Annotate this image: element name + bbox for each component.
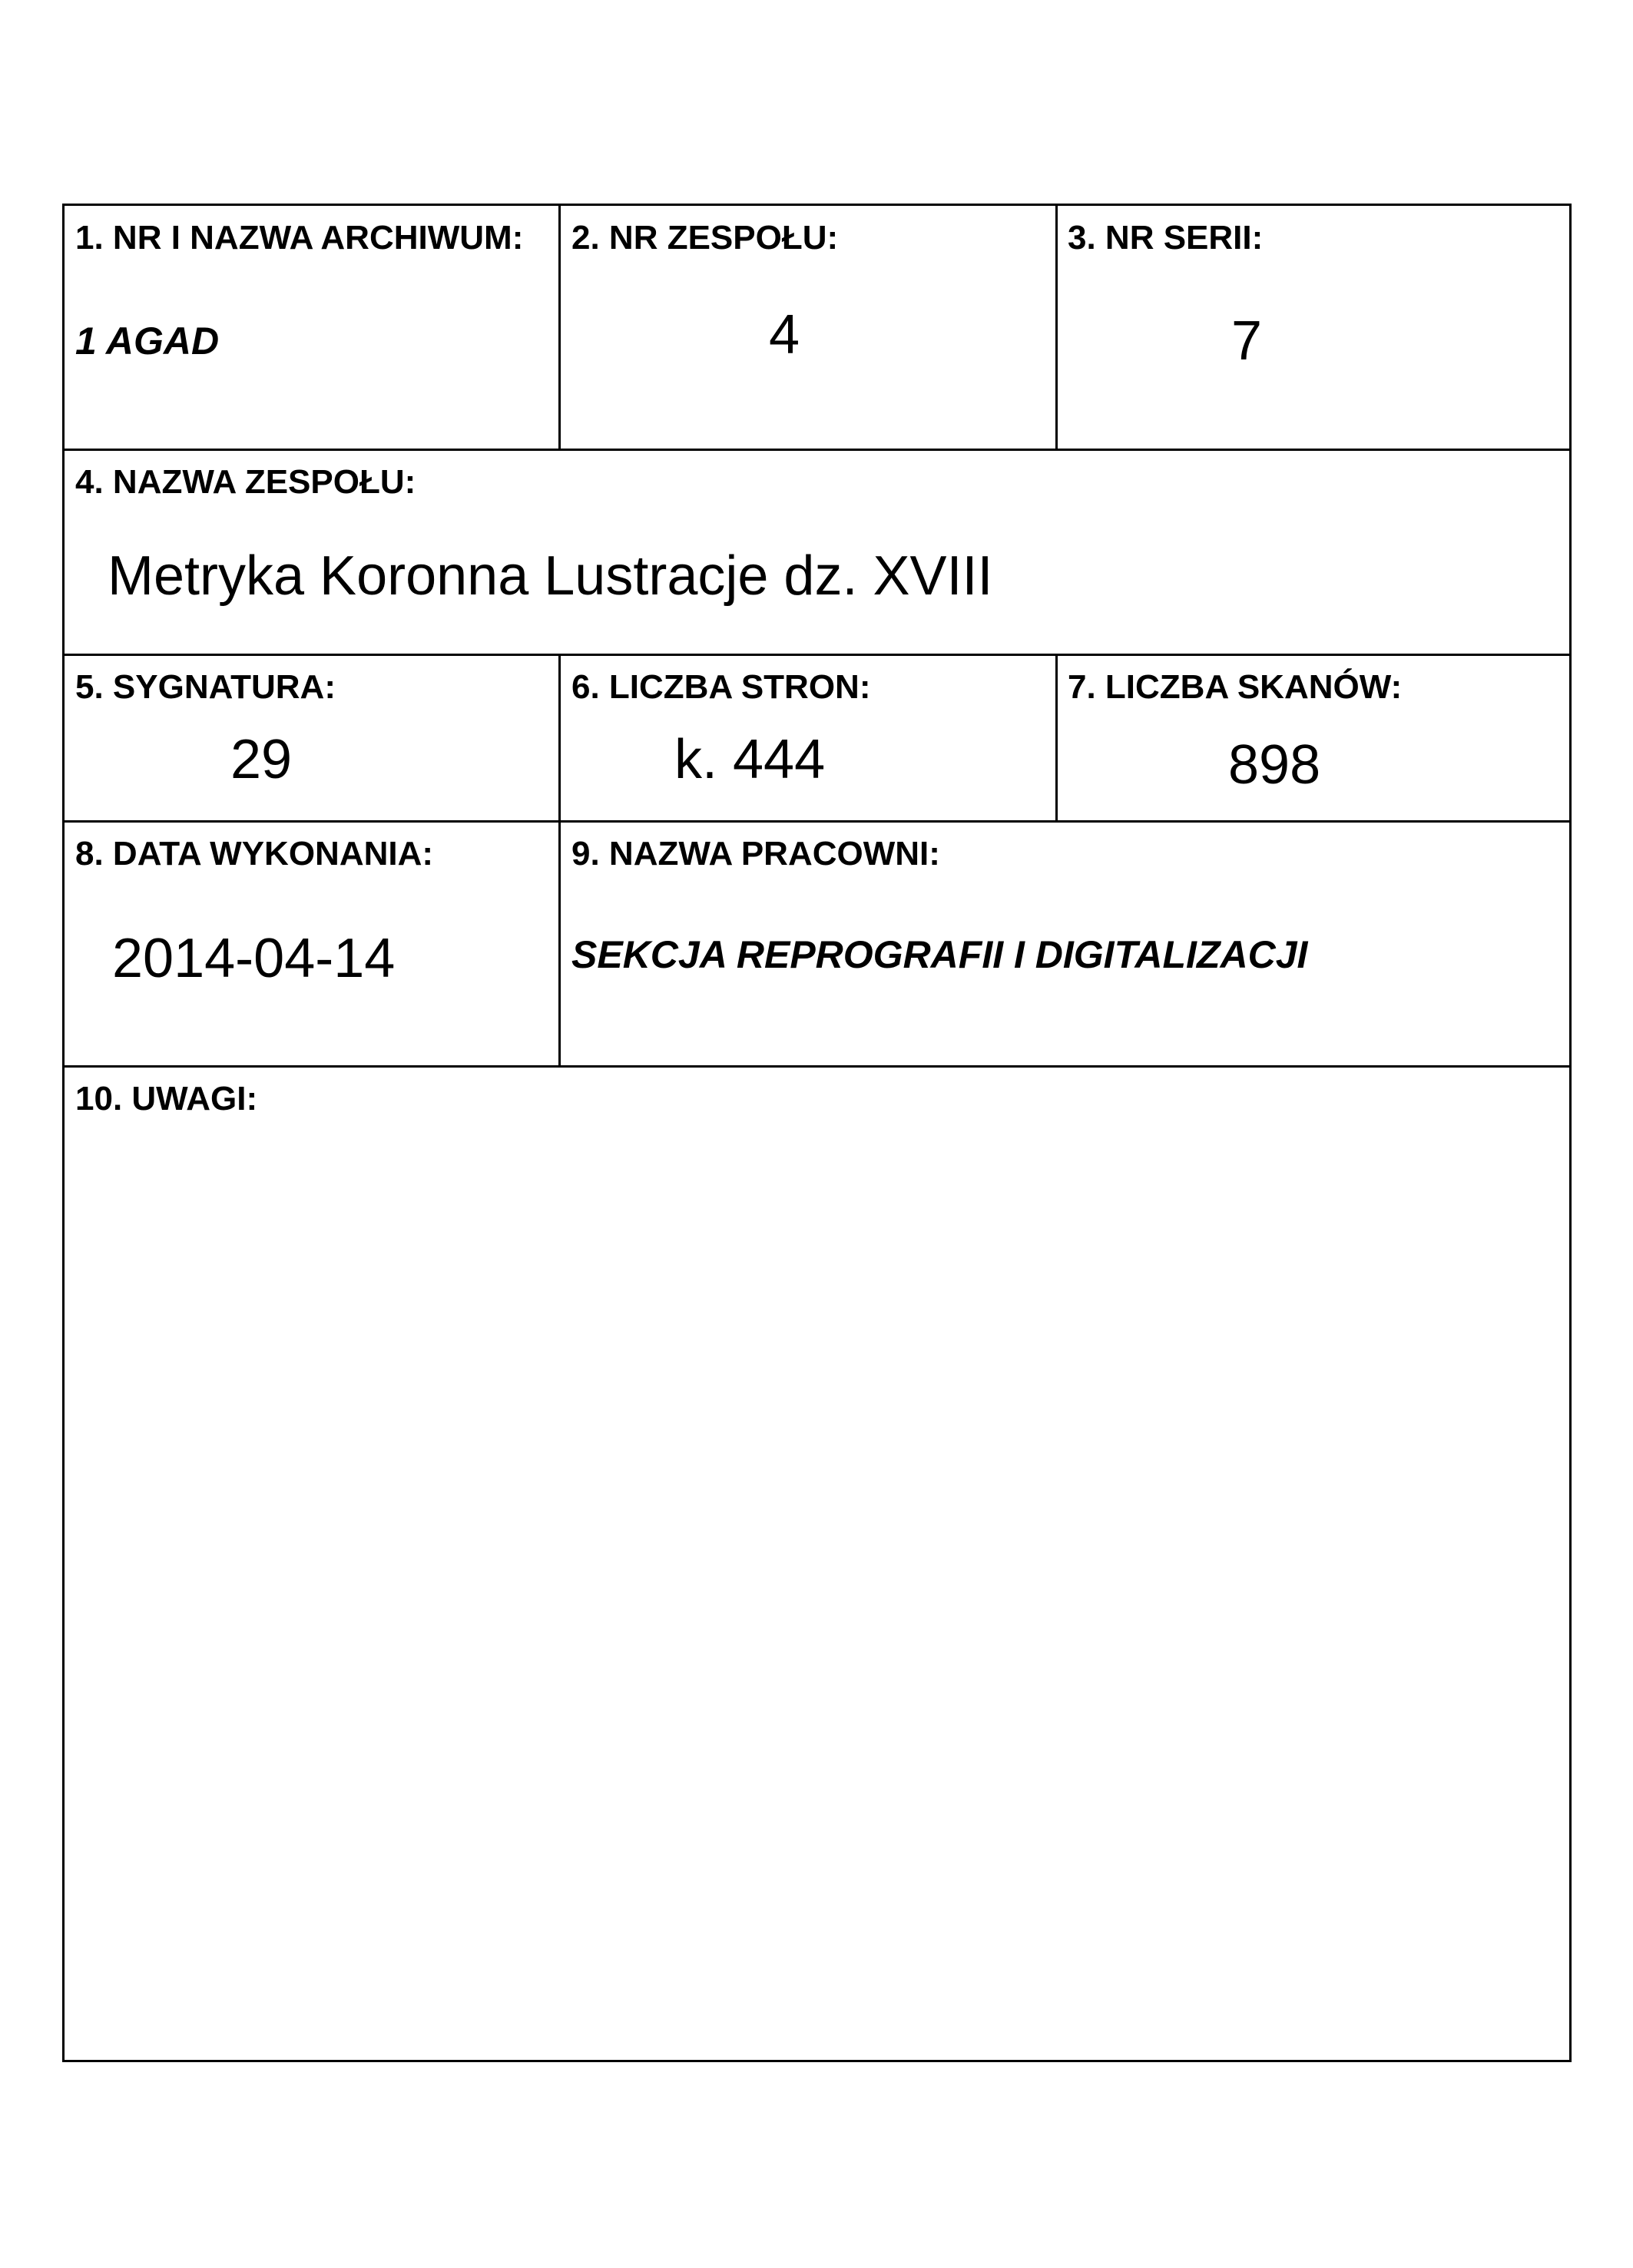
archive-label: 1. NR I NAZWA ARCHIWUM:: [75, 219, 524, 257]
row-divider: [65, 654, 1569, 656]
scan-count-label: 7. LICZBA SKANÓW:: [1068, 668, 1403, 706]
row-divider: [65, 820, 1569, 823]
fonds-number-value: 4: [769, 304, 800, 366]
page-count-value: k. 444: [674, 729, 826, 790]
signature-value: 29: [230, 729, 293, 790]
date-value: 2014-04-14: [112, 928, 396, 989]
fonds-name-label: 4. NAZWA ZESPOŁU:: [75, 463, 416, 501]
date-label: 8. DATA WYKONANIA:: [75, 835, 434, 872]
fonds-number-label: 2. NR ZESPOŁU:: [571, 219, 839, 257]
col-divider: [558, 206, 561, 449]
series-value: 7: [1231, 310, 1263, 372]
row-divider: [65, 1065, 1569, 1068]
col-divider: [558, 820, 561, 1065]
notes-label: 10. UWAGI:: [75, 1080, 258, 1117]
page-count-label: 6. LICZBA STRON:: [571, 668, 871, 706]
fonds-name-value: Metryka Koronna Lustracje dz. XVIII: [108, 545, 993, 607]
notes-area: [75, 1127, 1550, 2034]
workshop-label: 9. NAZWA PRACOWNI:: [571, 835, 940, 872]
col-divider: [558, 654, 561, 820]
col-divider: [1055, 654, 1058, 820]
metadata-form: [62, 204, 1572, 2062]
row-divider: [65, 449, 1569, 451]
archive-value: 1 AGAD: [75, 320, 220, 363]
workshop-value: SEKCJA REPROGRAFII I DIGITALIZACJI: [571, 933, 1308, 976]
series-label: 3. NR SERII:: [1068, 219, 1264, 257]
scan-count-value: 898: [1228, 734, 1321, 796]
signature-label: 5. SYGNATURA:: [75, 668, 336, 706]
col-divider: [1055, 206, 1058, 449]
